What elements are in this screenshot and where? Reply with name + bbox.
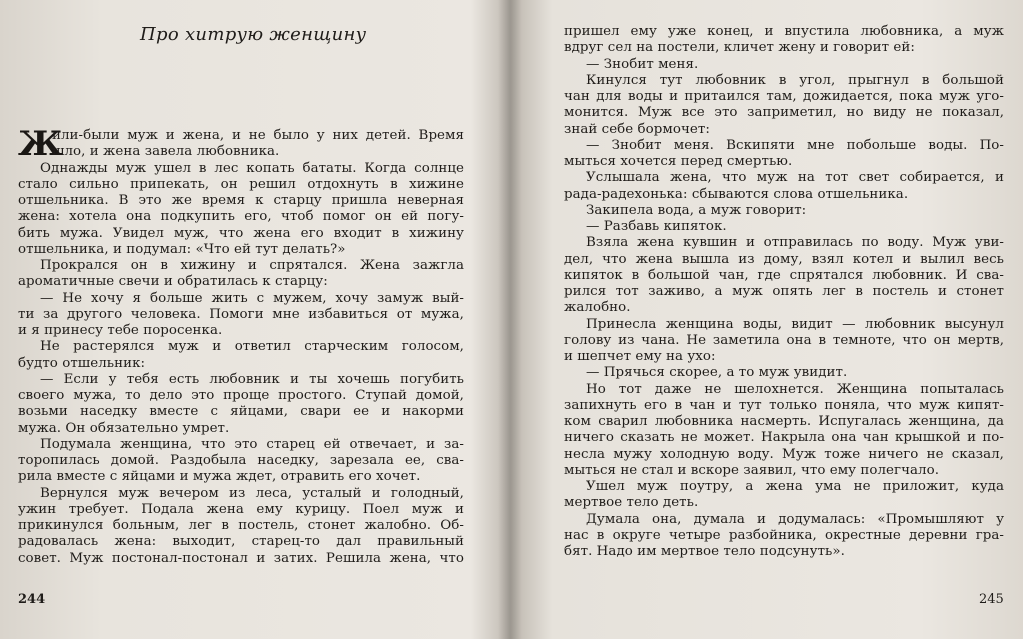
text-line: несла мужу холодную воду. Муж тоже ничего не сказал,	[564, 446, 1004, 462]
text-line: прикинулся больным, лег в постель, стонет жалобно. Об-	[18, 518, 464, 533]
text-line: бить мужа. Увидел муж, что жена его входит в хижину	[18, 225, 464, 241]
page-number-right: 245	[979, 592, 1004, 607]
text-line: и я принесу тебе поросенка.	[18, 323, 223, 338]
text-line: Подумала женщина, что это старец ей отвечает, и за-	[40, 436, 464, 452]
text-line: — Знобит меня.	[586, 56, 699, 72]
text-line: рила вместе с яйцами и мужа ждет, отравить его хочет.	[18, 469, 421, 485]
text-line: запихнуть его в чан и тут только поняла, что муж кипят-	[564, 397, 1004, 413]
text-line: бят. Надо им мертвое тело подсунуть».	[564, 544, 845, 559]
text-line: — Разбавь кипяток.	[586, 219, 727, 234]
right-page-text	[564, 24, 1004, 560]
text-line: нас в округе четыре разбойника, окрестные деревни гра-	[564, 527, 1004, 543]
left-page-text	[18, 161, 464, 567]
text-line: жена: хотела она подкупить его, чтоб помог он ей погу-	[18, 209, 464, 225]
text-line: отшельника, и подумал: «Что ей тут делать?»	[18, 241, 346, 257]
text-line: — Если у тебя есть любовник и ты хочешь погубить	[40, 371, 464, 387]
text-line: своего мужа, то дело это проще простого. Ступай домой,	[18, 388, 464, 403]
first-paragraph-lines	[52, 128, 464, 161]
text-line: Закипела вода, а муж говорит:	[586, 202, 807, 218]
text-line: Кинулся тут любовник в угол, прыгнул в большой	[586, 72, 1004, 88]
text-line: жалобно.	[564, 300, 631, 316]
story-title: Про хитрую женщину	[140, 24, 367, 45]
text-line: рился тот заживо, а муж опять лег в постель и стонет	[564, 284, 1004, 299]
text-line: знай себе бормочет:	[564, 121, 710, 137]
text-line: Однажды муж ушел в лес копать бататы. Когда солнце	[40, 160, 464, 176]
left-page	[0, 0, 506, 639]
text-line: пришел ему уже конец, и впустила любовника, а муж	[564, 24, 1004, 39]
text-line: Услышала жена, что муж на тот свет собирается, и	[586, 170, 1004, 186]
text-line: ужин требует. Подала жена ему курицу. Поел муж и	[18, 501, 464, 517]
text-line: Ушел муж поутру, а жена ума не приложит, куда	[586, 479, 1004, 494]
text-line: — Знобит меня. Вскипяти мне побольше воды. По-	[586, 137, 1004, 153]
drop-cap: Ж	[18, 124, 63, 164]
text-line: мыться не стал и вскоре заявил, что ему полегчало.	[564, 462, 940, 478]
text-line: и шепчет ему на ухо:	[564, 349, 716, 364]
text-line: радовалась жена: выходит, старец-то дал правильный	[18, 534, 464, 550]
text-line: — Не хочу я больше жить с мужем, хочу замуж вый-	[40, 290, 464, 306]
text-line: возьми наседку вместе с яйцами, свари ее и накорми	[18, 404, 464, 420]
text-line: стало сильно припекать, он решил отдохнуть в хижине	[18, 176, 464, 192]
text-line: мыться хочется перед смертью.	[564, 154, 793, 169]
text-line: мертвое тело деть.	[564, 495, 699, 511]
text-line: кипяток в большой чан, где спрятался любовник. И сва-	[564, 267, 1004, 283]
text-line: Не растерялся муж и ответил старческим голосом,	[40, 339, 464, 355]
text-line: рада-радехонька: сбываются слова отшельника.	[564, 186, 909, 202]
text-line: Но тот даже не шелохнется. Женщина попыталась	[586, 381, 1004, 397]
right-page	[516, 0, 1023, 639]
text-line: Думала она, думала и додумалась: «Промышляют у	[586, 511, 1004, 527]
text-line: совет. Муж постонал-постонал и затих. Решила жена, что	[18, 550, 464, 566]
text-line: или-были муж и жена, и не было у них детей. Время	[52, 128, 464, 143]
text-line: ароматичные свечи и обратилась к старцу:	[18, 274, 328, 290]
text-line: шло, и жена завела любовника.	[52, 144, 280, 160]
text-line: чан для воды и притаился там, дожидается, пока муж уго-	[564, 89, 1004, 104]
text-line: дел, что жена вышла из дому, взял котел и вылил весь	[564, 251, 1004, 267]
text-line: Принесла женщина воды, видит — любовник высунул	[586, 316, 1004, 332]
page-number-left: 244	[18, 592, 46, 607]
text-line: голову из чана. Не заметила она в темноте, что он мертв,	[564, 332, 1004, 348]
text-line: — Прячься скорее, а то муж увидит.	[586, 365, 848, 381]
text-line: Взяла жена кувшин и отправилась по воду. Муж уви-	[586, 235, 1004, 251]
text-line: ничего сказать не может. Накрыла она чан крышкой и по-	[564, 430, 1004, 446]
text-line: Вернулся муж вечером из леса, усталый и голодный,	[40, 485, 464, 501]
text-line: мужа. Он обязательно умрет.	[18, 420, 230, 436]
text-line: монится. Муж все это заприметил, но виду не показал,	[564, 105, 1004, 121]
text-line: будто отшельник:	[18, 355, 146, 371]
text-line: ти за другого человека. Помоги мне избавиться от мужа,	[18, 306, 464, 322]
text-line: вдруг сел на постели, кличет жену и говорит ей:	[564, 40, 915, 56]
text-line: Прокрался он в хижину и спрятался. Жена зажгла	[40, 258, 464, 273]
text-line: ком сварил любовника насмерть. Испугалась женщина, да	[564, 414, 1004, 429]
text-line: отшельника. В это же время к старцу пришла неверная	[18, 193, 464, 208]
text-line: торопилась домой. Раздобыла наседку, зарезала ее, сва-	[18, 453, 464, 468]
